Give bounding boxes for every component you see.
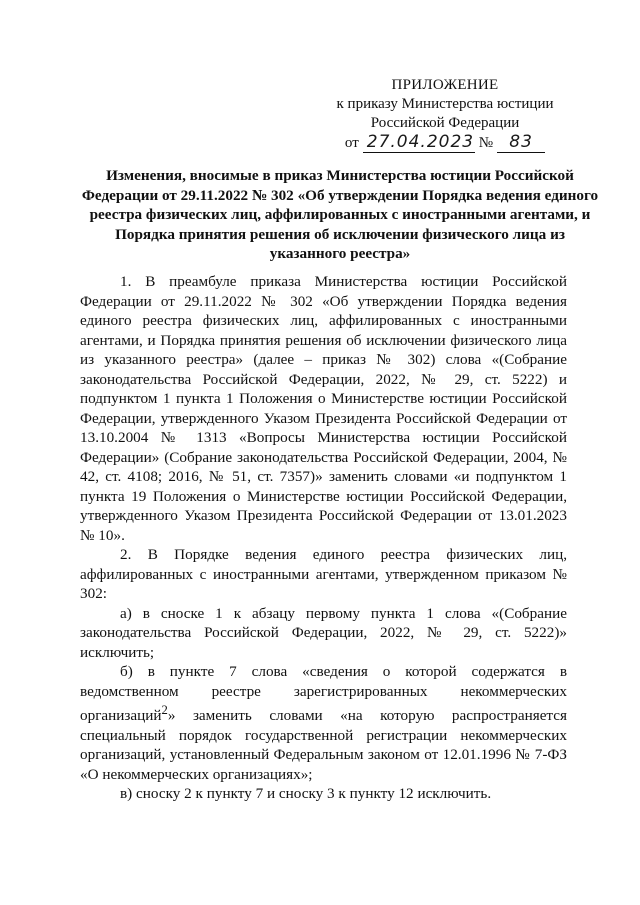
appendix-line-2: Российской Федерации [370,115,520,131]
paragraph-a: а) в сноске 1 к абзацу первому пункта 1 слова «(Собрание законодательства Российской Федерации, 2022, № 29, ст. 5222)» исключить; [80,604,567,661]
paragraph-b [80,662,567,784]
appendix-title: ПРИЛОЖЕНИЕ [391,77,499,93]
date-field [363,134,475,153]
paragraph-b-part-2: » заменить словами «на которую распространяется специальный порядок государственной регистрации некоммерческих организаций, установленный Федеральным законом от 12.01.1996 № 7-ФЗ «О некоммерческих организациях»; [80,707,567,783]
appendix-block [300,76,590,153]
paragraph-2: 2. В Порядке ведения единого реестра физических лиц, аффилированных с иностранными агентами, утвержденном приказом № 302: [80,546,567,602]
document-body [80,272,567,804]
paragraph-b-part-1: б) в пункте 7 слова «сведения о которой содержатся в ведомственном реестре зарегистрированных некоммерческих организаций [80,663,567,725]
document-heading: Изменения, вносимые в приказ Министерства юстиции Российской Федерации от 29.11.2022 № 302 «Об утверждении Порядка ведения единого реестра физических лиц, аффилированных с иностранными агентами, и Порядка принятия решения об исключении физического лица из указанного реестра» [81,167,599,262]
handwritten-number: 83 [509,132,533,152]
date-number-row [300,134,590,153]
appendix-line-1: к приказу Министерства юстиции [336,96,554,112]
footnote-marker: 2 [161,703,168,717]
number-field [497,134,545,153]
number-label: № [478,135,494,151]
paragraph-1: 1. В преамбуле приказа Министерства юстиции Российской Федерации от 29.11.2022 № 302 «Об утверждении Порядка ведения единого реестра физических лиц, аффилированных с иностранными агентами, и Порядка принятия решения об исключении физического лица из указанного реестра» (далее – приказ № 302) слова «(Собрание законодательства Российской Федерации, 2022, № 29, ст. 5222) и подпунктом 1 пункта 1 Положения о Министерстве юстиции Российской Федерации, утвержденного Указом Президента Российской Федерации от 13.10.2004 № 1313 «Вопросы Министерства юстиции Российской Федерации» (Собрание законодательства Российской Федерации, 2004, № 42, ст. 4108; 2016, № 51, ст. 7357)» заменить словами «и подпунктом 1 пункта 19 Положения о Министерстве юстиции Российской Федерации, утвержденного Указом Президента Российской Федерации от 13.01.2023 № 10». [80,273,567,544]
paragraph-c: в) сноску 2 к пункту 7 и сноску 3 к пункту 12 исключить. [120,785,492,803]
handwritten-date: 27.04.2023 [366,132,475,152]
from-label: от [344,135,359,151]
